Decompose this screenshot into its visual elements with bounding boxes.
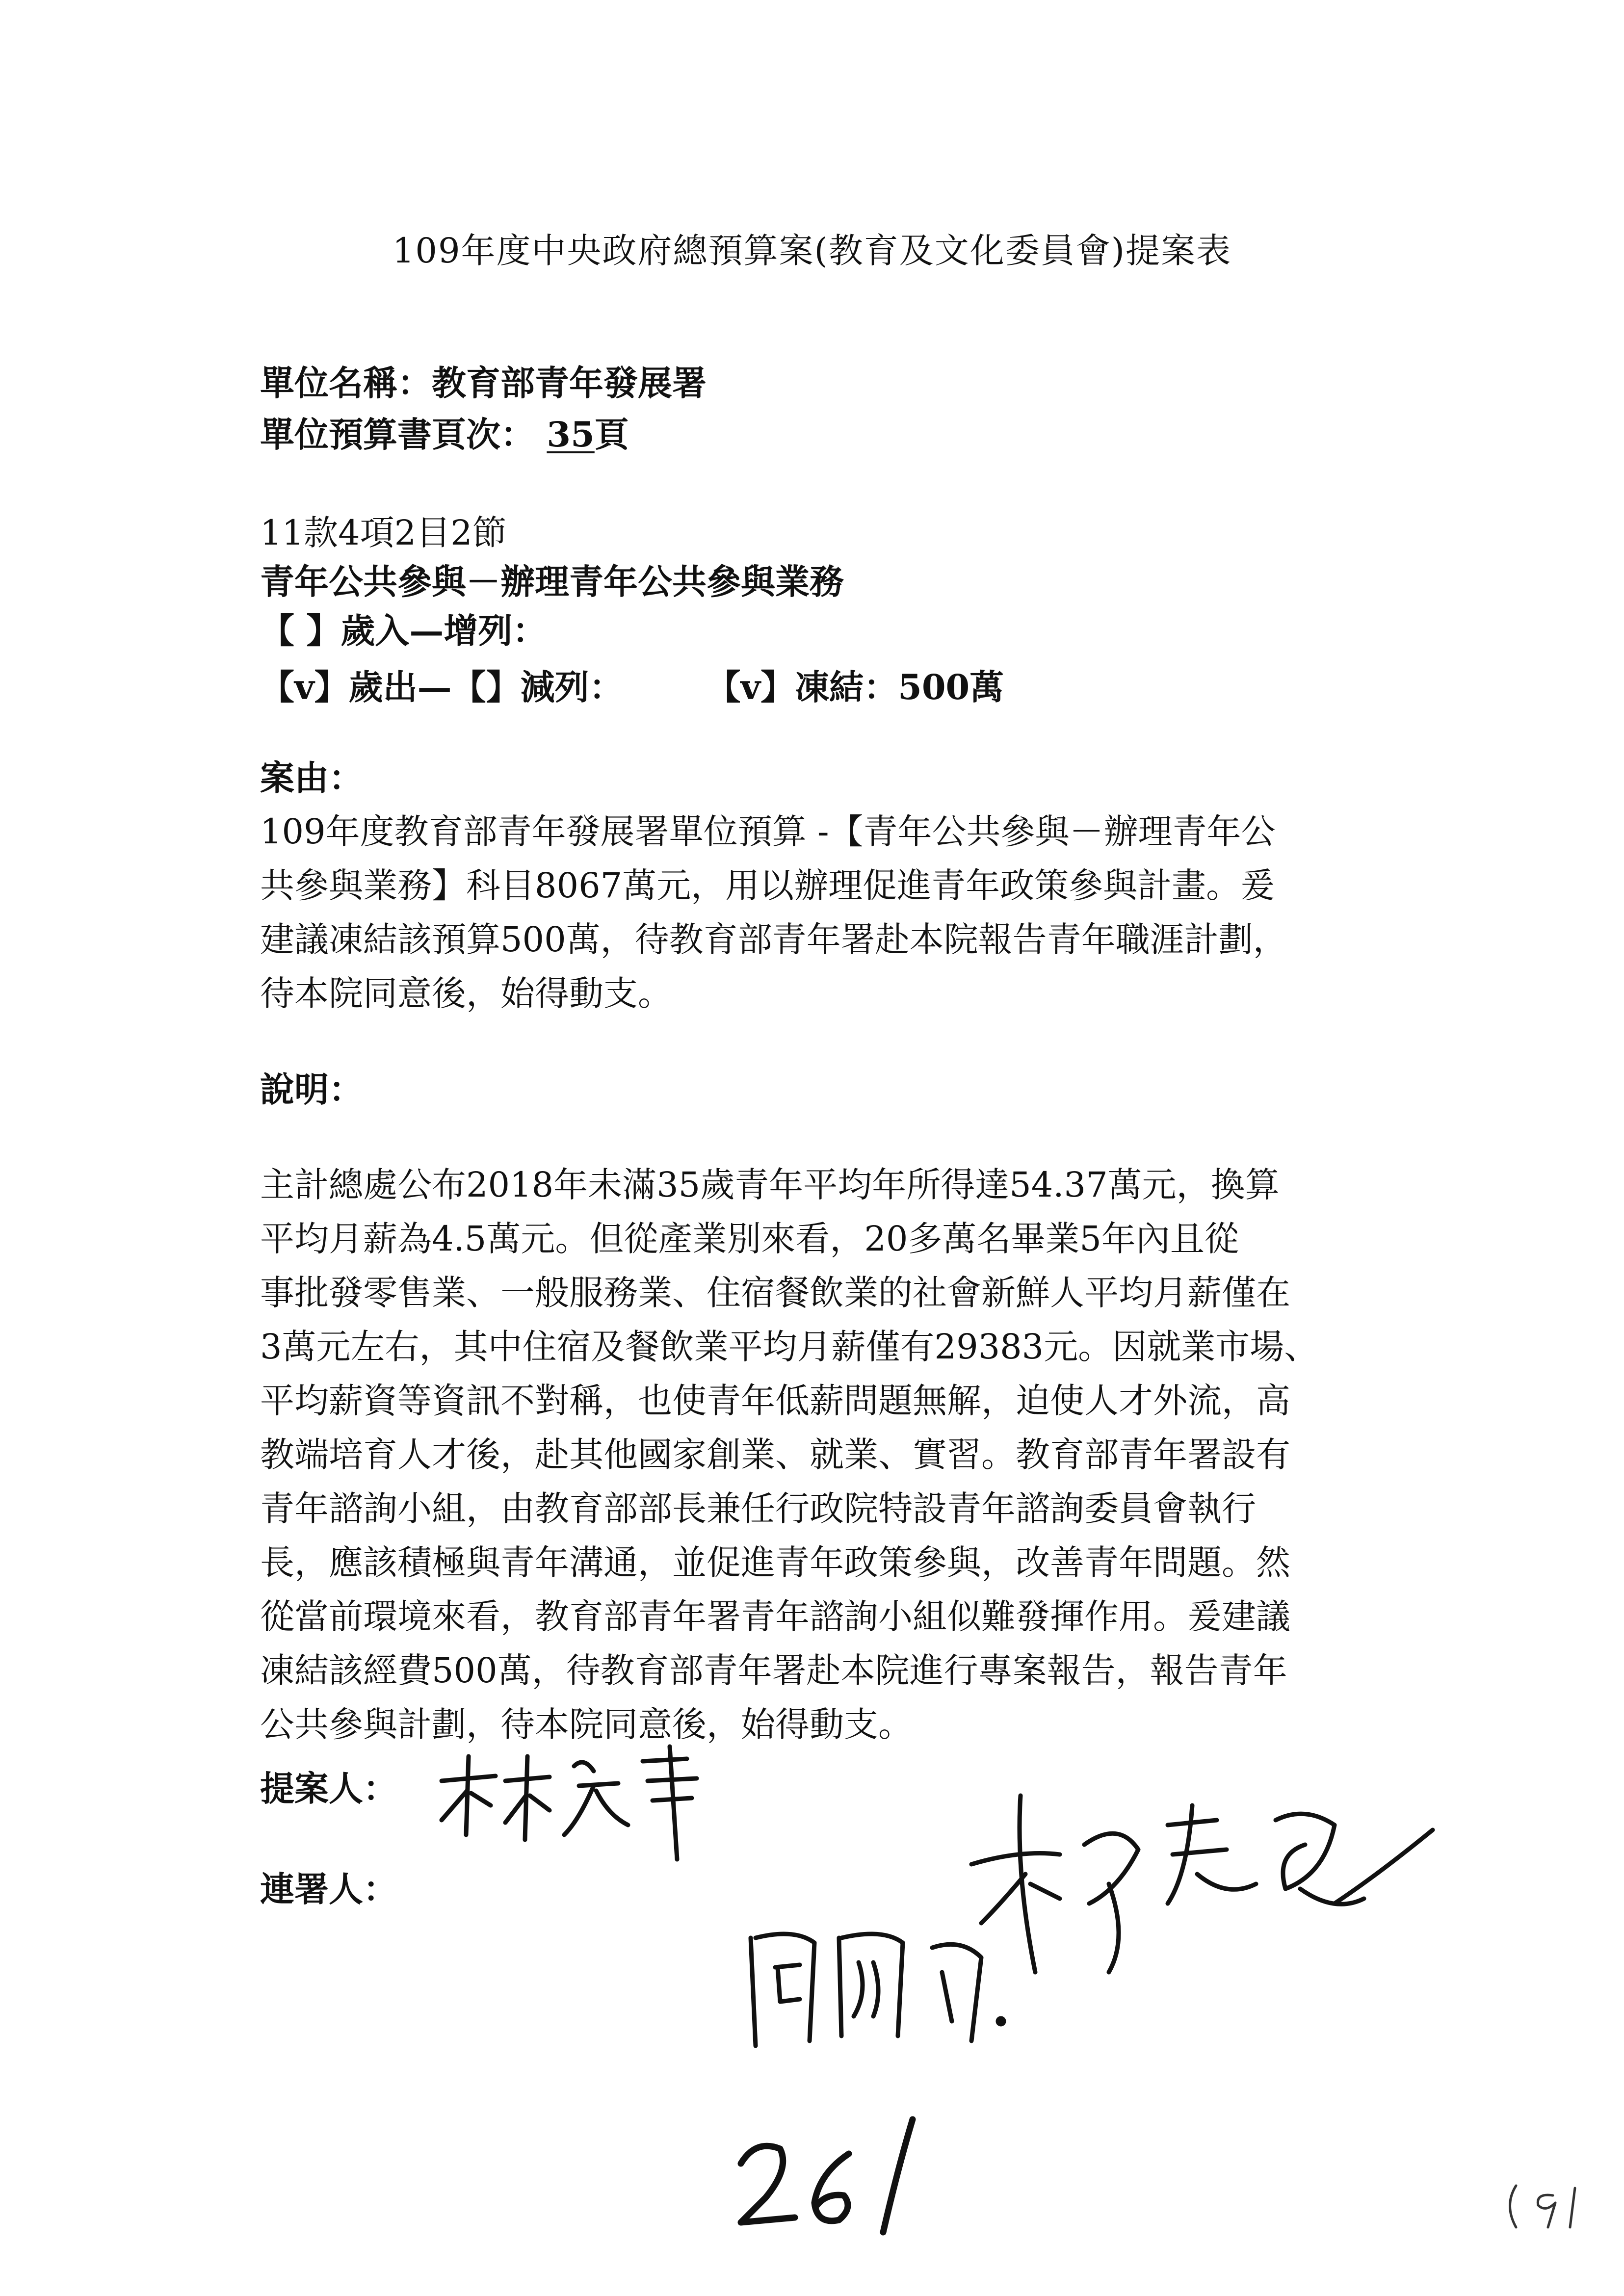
explanation-text: 主計總處公布2018年未滿35歲青年平均年所得達54.37萬元，換算 平均月薪為4.5萬元。但從產業別來看，20多萬名畢業5年內且從 事批發零售業、一般服務業、住宿餐飲業的社會新鮮人平均月薪僅在 3萬元左右，其中住宿及餐飲業平均月薪僅有29383元。因就業市場、 平均薪資等資訊不對稱，也使青年低薪問題無解，迫使人才外流，高 教端培育人才後，赴其他國家創業、就業、實習。教育部青年署設有 青年諮詢小組，由教育部部長兼任行政院特設青年諮詢委員會執行 長，應該積極與青年溝通，並促進青年政策參與，改善青年問題。然 從當前環境來看，教育部青年署青年諮詢小組似難發揮作用。爰建議 凍結該經費500萬，待教育部青年署赴本院進行專案報告，報告青年 公共參與計劃，待本院同意後，始得動支。	[260, 1165, 1319, 1745]
unit-name-label: 單位名稱：	[260, 363, 432, 403]
expenditure-row	[260, 660, 1004, 709]
budget-page-row	[260, 407, 629, 457]
revenue-line: 【 】歲入—增列：	[260, 610, 547, 651]
handwritten-number	[726, 2110, 932, 2242]
budget-page-label: 單位預算書頁次：	[260, 414, 535, 455]
proposer-label: 提案人：	[260, 1768, 397, 1809]
item-name: 青年公共參與－辦理青年公共參與業務	[260, 561, 844, 602]
cosigner-signature-1	[962, 1776, 1442, 1992]
proposer-signature	[432, 1737, 707, 1864]
item-code: 11款4項2目2節	[260, 513, 507, 553]
freeze-line: 【v】凍結：500萬	[706, 667, 1004, 707]
reason-text: 109年度教育部青年發展署單位預算 -【青年公共參與－辦理青年公 共參與業務】科目8067萬元，用以辦理促進青年政策參與計畫。爰 建議凍結該預算500萬，待教育部青年署赴本院報告青年職涯計劃， 待本院同意後，始得動支。	[260, 811, 1287, 1014]
page-mark	[1501, 2178, 1599, 2232]
budget-page-suffix: 頁	[594, 414, 629, 455]
budget-page-number: 35	[547, 414, 595, 455]
unit-name-row	[260, 356, 707, 405]
expenditure-line: 【v】歲出—【】減列：	[260, 667, 624, 707]
reason-label: 案由：	[260, 757, 363, 798]
unit-name-value: 教育部青年發展署	[432, 363, 707, 403]
cosigner-signature-2	[736, 1908, 1011, 2056]
explanation-label: 說明：	[260, 1069, 363, 1110]
document-title: 109年度中央政府總預算案(教育及文化委員會)提案表	[392, 231, 1232, 271]
cosigner-label: 連署人：	[260, 1869, 397, 1909]
